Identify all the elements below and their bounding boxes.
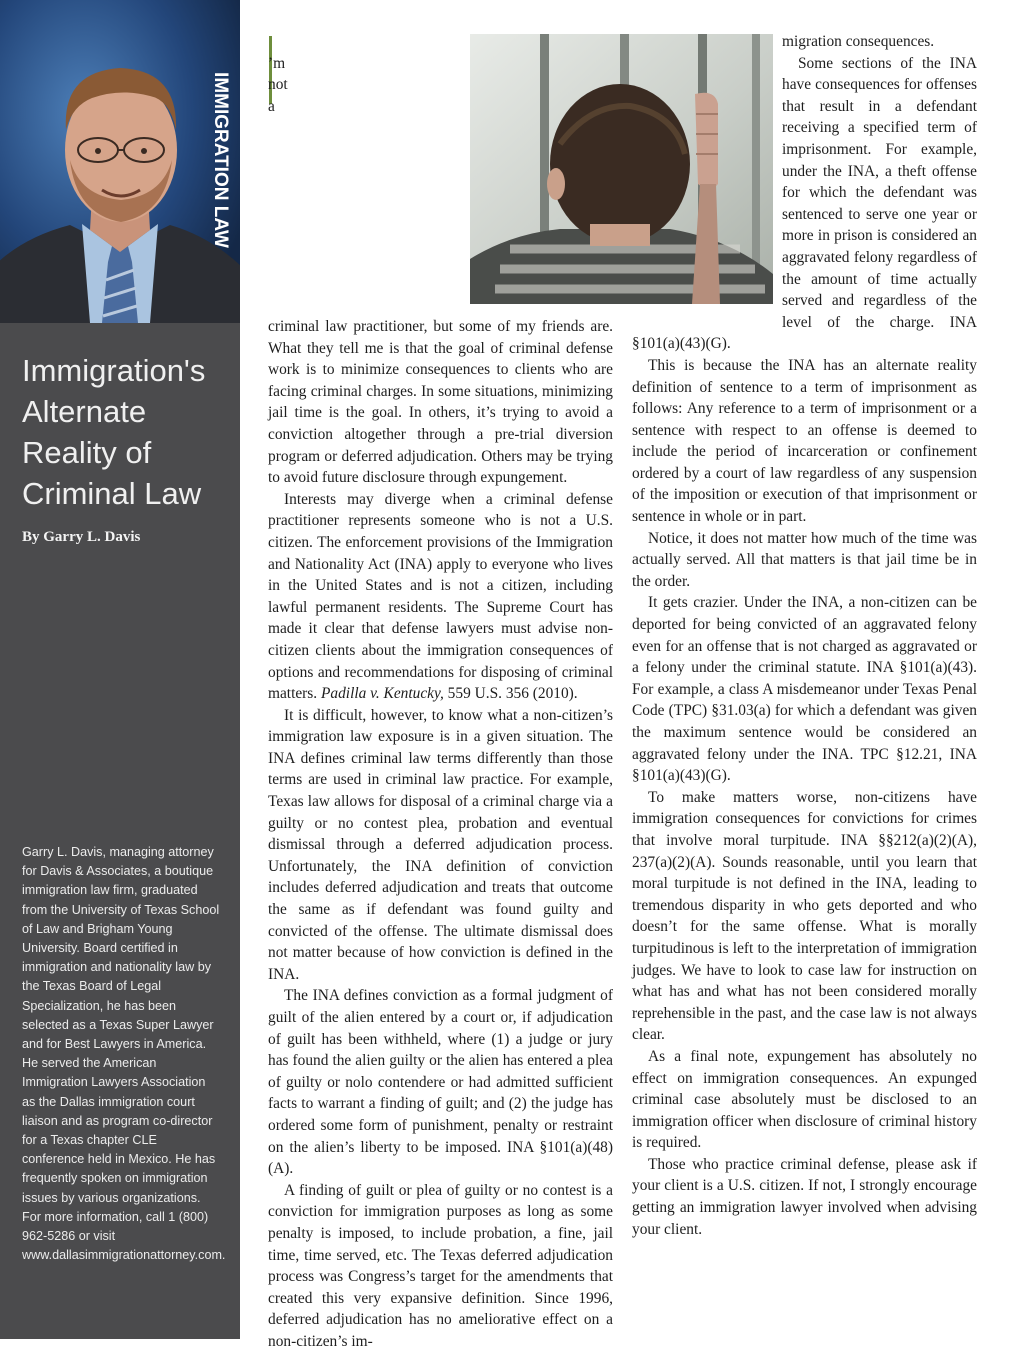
title-line: Reality of [22, 435, 152, 470]
paragraph: A finding of guilt or plea of guilty or no contest is a conviction for immigration purposes as long as some penalty is imposed, to include probation, a fine, jail time, time served, etc. The Texas deferred adjudication process was Congress’s target for the amendments that created this very expansive definition. Since 1996, deferred adjudication has no ameliorative effect on a non-citizen’s im- [268, 1181, 613, 1350]
photo-wrap-spacer [436, 29, 782, 332]
paragraph: To make matters worse, non-citizens have immigration consequences for convictions for crimes that involve moral turpitude. INA §§212(a)(2)(A), 237(a)(2)(A). Sounds reasonable, until you learn that moral turpitude is not defined in the INA, leading to tremendous disparity in who gets deported and who doesn’t for the same offense. What is morally turpitudinous is left to the interpretation of immigration judges. We have to look to case law for instruction on what has and what has not been considered morally reprehensible in the past, and the case law is not always clear. [632, 788, 977, 1044]
paragraph: The INA defines conviction as a formal judgment of guilt of the alien entered by a court or, if adjudication of guilt has been withheld, where (1) a judge or jury has found the alien guilty or the alien has entered a plea of guilty or nolo contendere or had admitted sufficient facts to warrant a finding of guilt; and (2) the judge has ordered some form of punishment, penalty or restraint on the alien’s liberty to be imposed. INA §101(a)(48)(A). [268, 987, 613, 1178]
title-line: Immigration's [22, 353, 206, 388]
article-title [22, 350, 232, 514]
paragraph-text: Interests may diverge when a criminal defense practitioner represents someone who is not a U.S. citizen. The enforcement provisions of the Immigration and Nationality Act (INA) apply to everyone who lives in the United States and is not a citizen, including lawful permanent residents. The Supreme Court has made it clear that defense lawyers must advise non-citizen clients about the immigration consequences of options and recommendations for disposing of criminal matters. [268, 490, 613, 703]
section-label: IMMIGRATION LAW [210, 72, 231, 248]
title-line: Alternate [22, 394, 147, 429]
case-citation: Padilla v. Kentucky, [321, 685, 444, 703]
byline: By Garry L. Davis [22, 529, 141, 545]
paragraph: migration consequences. [782, 33, 935, 50]
title-line: Criminal Law [22, 476, 202, 511]
paragraph: Those who practice criminal defense, please ask if your client is a U.S. citizen. If not, I strongly encourage getting an immigration lawyer involved when advising your client. [632, 1155, 977, 1238]
case-citation-rest: 559 U.S. 356 (2010). [443, 685, 578, 703]
author-bio: Garry L. Davis, managing attorney for Davis & Associates, a boutique immigration law firm, graduated from the University of Texas School of Law and Brigham Young University. Board certified in immigration and nationality law by the Texas Board of Legal Specialization, he has been selected as a Texas Super Lawyer and for Best Lawyers in America. He served the American Immigration Lawyers Association as the Dallas immigration court liaison and as program co-director for a Texas chapter CLE conference held in Mexico. He has frequently spoken on immigration issues by various organizations. For more information, call 1 (800) 962-5286 or visit www.dallasimmigrationattorney.com. [22, 845, 226, 1263]
author-portrait [0, 0, 240, 323]
author-sidebar [0, 0, 240, 1339]
article-column-2 [632, 31, 977, 1240]
paragraph: Some sections of the INA have consequences for offenses that result in a defendant receiving a specified term of imprisonment. For example, under the INA, a theft offense for which the defendant was sentenced to serve one year or more in prison is considered an aggravated felony regardless of the amount of time actually served and regardless of the level of the charge. INA §101(a)(43)(G). [632, 54, 977, 353]
paragraph: It is difficult, however, to know what a non-citizen’s immigration law exposure is in a given situation. The INA defines criminal law terms differently than those terms are used in criminal law practice. For example, Texas law allows for disposal of a criminal charge via a guilty or no contest plea, probation and eventual dismissal through a deferred adjudication process. Unfortunately, the INA definition of conviction includes deferred adjudication and treats that outcome the same as if defendant was found guilty and convicted of the offense. The ultimate dismissal does not matter because of how conviction is defined in the INA. [268, 706, 613, 983]
paragraph-text: ’m not a criminal law practitioner, but some of my friends are. What they tell me is that the goal of criminal defense work is to minimize consequences to clients who are facing criminal charges. In some situations, minimizing jail time is the goal. In others, it’s trying to avoid a conviction altogether through a pre-trial diversion program or deferred adjudication. Others may be trying to avoid future disclosure through expungement. [268, 54, 613, 487]
paragraph: Notice, it does not matter how much of the time was actually served. All that matters is that jail time be in the order. [632, 529, 977, 590]
paragraph: It gets crazier. Under the INA, a non-citizen can be deported for being convicted of an aggravated felony even for an offense that is not charged as aggravated or a felony under the criminal statute. INA §101(a)(43). For example, a class A misdemeanor under Texas Penal Code (TPC) §31.03(a) for which a defendant was given the maximum sentence would be considered an aggravated felony under the INA. TPC §12.21, INA §101(a)(43)(G). [632, 594, 977, 785]
paragraph: As a final note, expungement has absolutely no effect on immigration consequences. An expunged criminal case absolutely must be disclosed to an immigration officer when disclosure of criminal history is required. [632, 1047, 977, 1152]
paragraph [268, 489, 613, 705]
paragraph: This is because the INA has an alternate reality definition of sentence to a term of imprisonment as follows: Any reference to a term of imprisonment or a sentence with respect to an offense is deemed to include the period of incarceration or confinement ordered by a court of law regardless of any suspension of the imposition or execution of that imprisonment or sentence in whole or in part. [632, 356, 977, 526]
